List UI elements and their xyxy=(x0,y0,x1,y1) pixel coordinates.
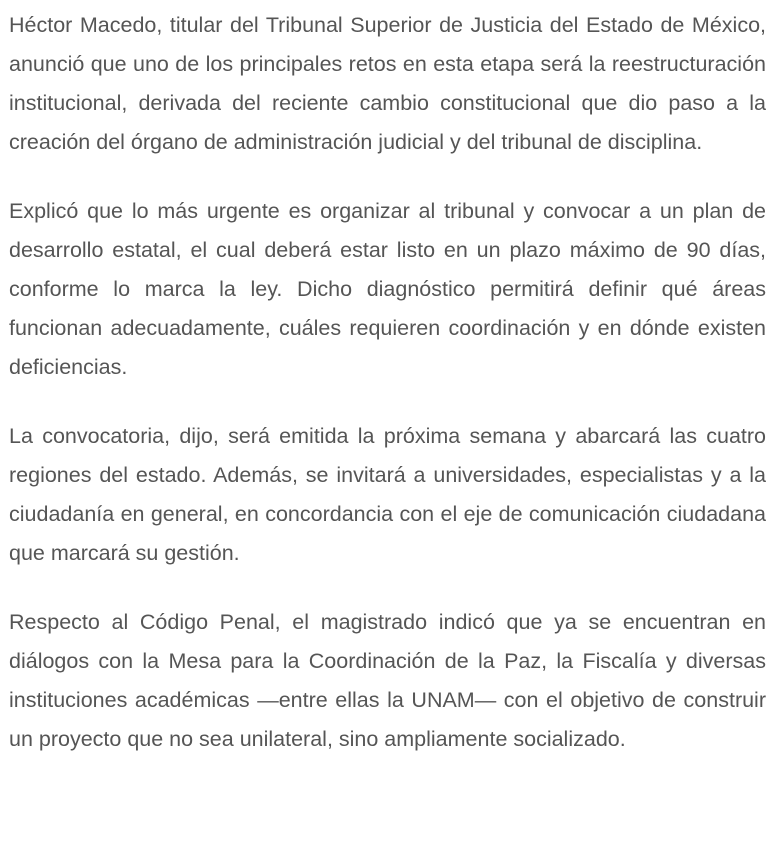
paragraph-plan-desarrollo: Explicó que lo más urgente es organizar al tribunal y convocar a un plan de desarrollo estatal, el cual deberá estar listo en un plazo máximo de 90 días, conforme lo marca la ley. Dicho diagnóstico permitirá definir qué áreas funcionan adecuadamente, cuáles requieren coordinación y en dónde existen deficiencias. xyxy=(9,199,766,379)
paragraph-convocatoria: La convocatoria, dijo, será emitida la próxima semana y abarcará las cuatro regiones del estado. Además, se invitará a universidades, especialistas y a la ciudadanía en general, en concordancia con el eje de comunicación ciudadana que marcará su gestión. xyxy=(9,424,766,565)
paragraph-retos: Héctor Macedo, titular del Tribunal Superior de Justicia del Estado de México, anunció que uno de los principales retos en esta etapa será la reestructuración institucional, derivada del reciente cambio constitucional que dio paso a la creación del órgano de administración judicial y del tribunal de disciplina. xyxy=(9,13,766,154)
paragraph-codigo-penal: Respecto al Código Penal, el magistrado indicó que ya se encuentran en diálogos con la Mesa para la Coordinación de la Paz, la Fiscalía y diversas instituciones académicas —entre ellas la UNAM— con el objetivo de construir un proyecto que no sea unilateral, sino ampliamente socializado. xyxy=(9,610,766,751)
